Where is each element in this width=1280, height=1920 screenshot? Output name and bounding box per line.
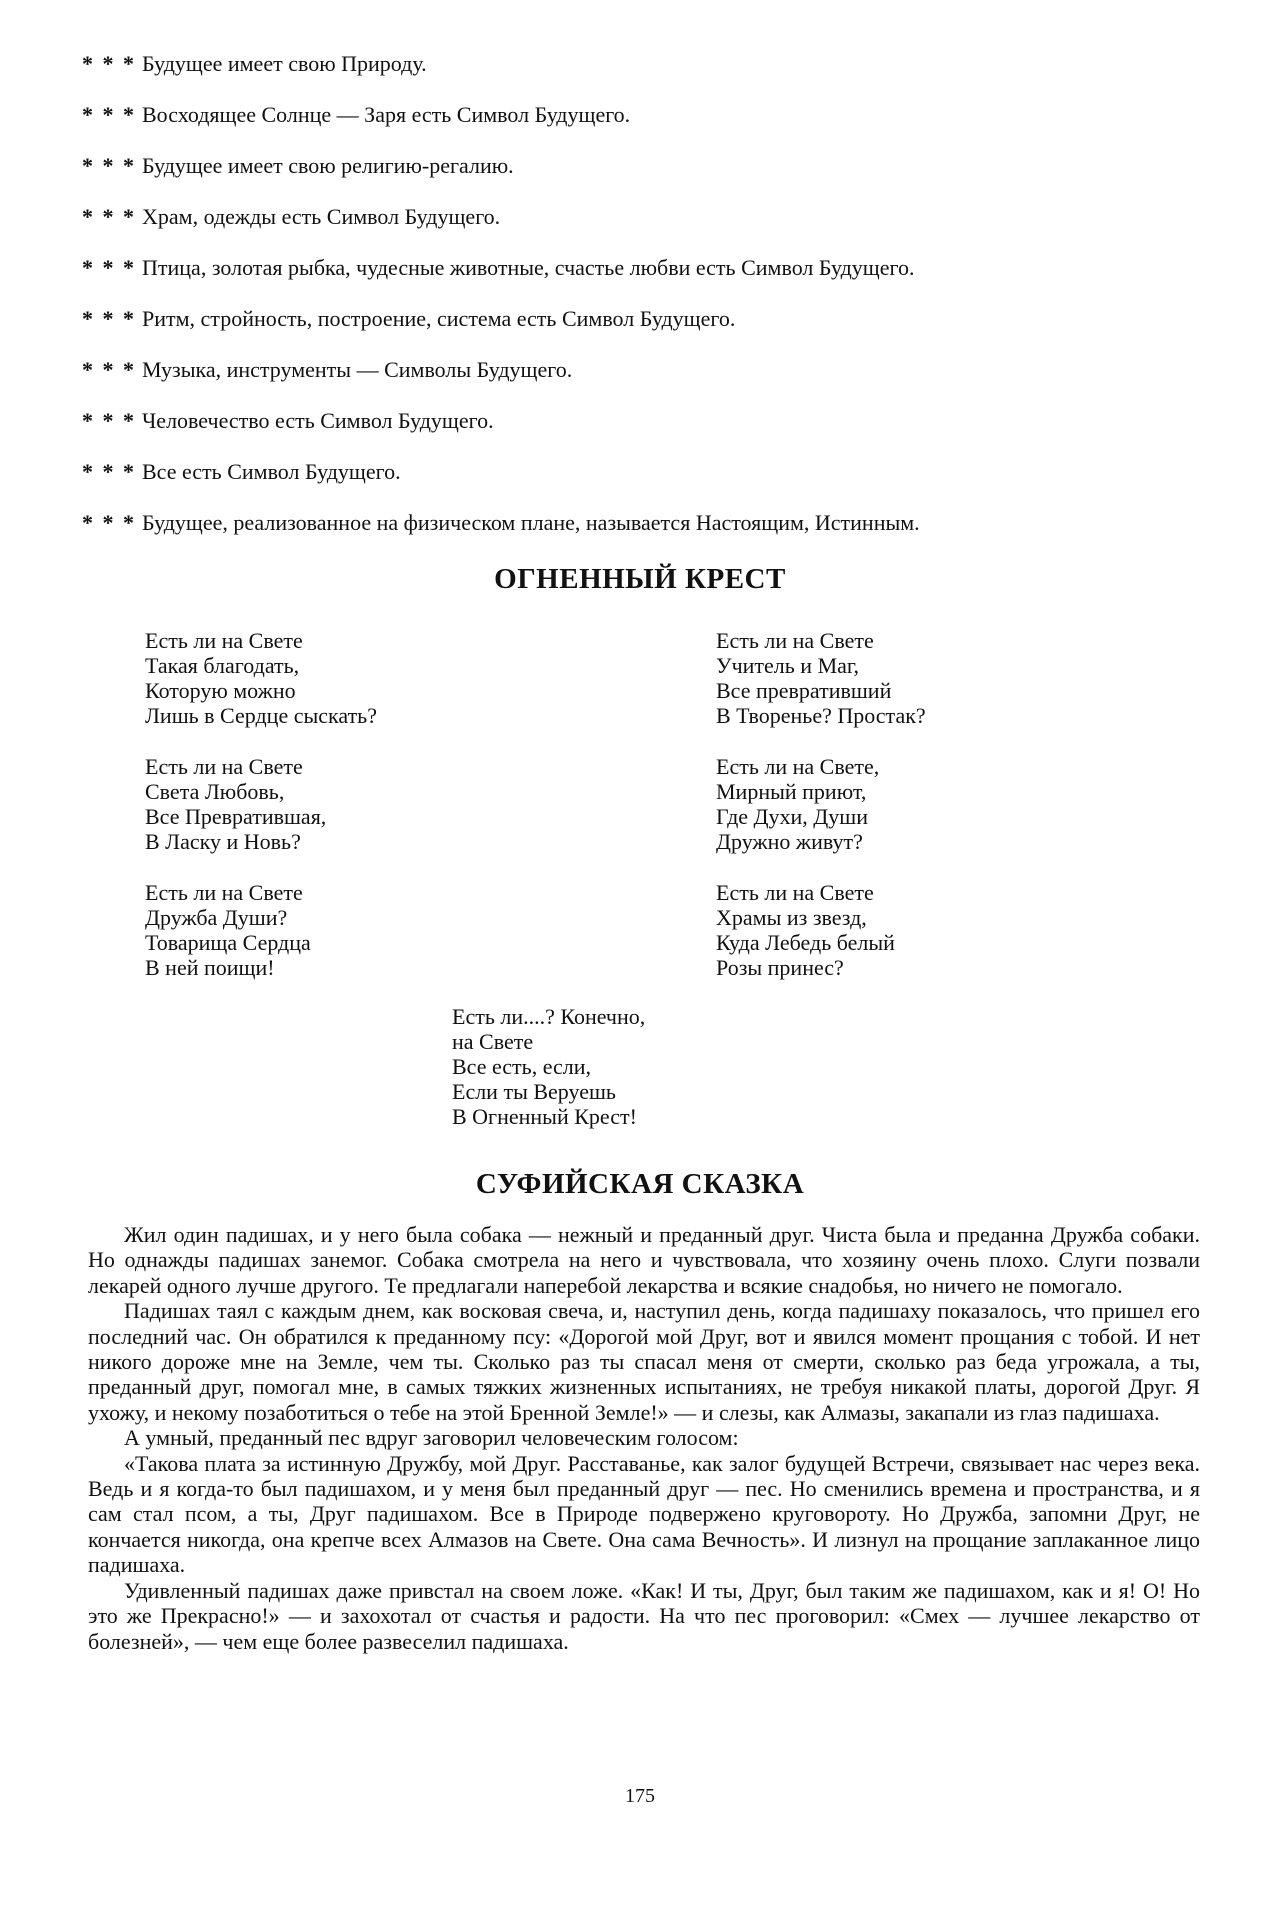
- asterisk-marker: * * *: [82, 459, 136, 484]
- verse-line: на Свете: [452, 1029, 534, 1054]
- aphorism: [82, 509, 1182, 560]
- page-number: 175: [625, 1785, 655, 1807]
- stanza: [716, 628, 926, 728]
- verse-line: Куда Лебедь белый: [716, 930, 895, 955]
- verse-line: Есть ли на Свете: [145, 754, 303, 779]
- aphorism: [82, 50, 1182, 101]
- verse-line: В ней поищи!: [145, 955, 275, 980]
- verse-line: Которую можно: [145, 678, 296, 703]
- aphorism: [82, 305, 1182, 356]
- aphorism: [82, 407, 1182, 458]
- aphorism-text: Музыка, инструменты — Символы Будущего.: [142, 357, 573, 382]
- verse-line: Есть ли на Свете,: [716, 754, 880, 779]
- poem-left-column: [145, 628, 377, 1006]
- verse-line: Розы принес?: [716, 955, 844, 980]
- aphorism: [82, 254, 1182, 305]
- stanza: [145, 880, 377, 980]
- verse-line: В Творенье? Простак?: [716, 703, 926, 728]
- aphorism: [82, 203, 1182, 254]
- asterisk-marker: * * *: [82, 204, 136, 229]
- stanza: [145, 754, 377, 854]
- aphorism-text: Ритм, стройность, построение, система есть Символ Будущего.: [142, 306, 736, 331]
- verse-line: Храмы из звезд,: [716, 905, 867, 930]
- verse-line: Дружно живут?: [716, 829, 863, 854]
- verse-line: В Ласку и Новь?: [145, 829, 301, 854]
- aphorism: [82, 152, 1182, 203]
- verse-line: Есть ли на Свете: [716, 880, 874, 905]
- paragraph: Падишах таял с каждым днем, как восковая свеча, и, наступил день, когда падишаху показалось, что пришел его последний час. Он обратился к преданному псу: «Дорогой мой Друг, вот и явился момент прощания с тобой. И нет никого дороже мне на Земле, чем ты. Сколько раз ты спасал меня от смерти, сколько раз беда угрожала, а ты, преданный друг, помогал мне, в самых тяжких жизненных испытаниях, не требуя никакой платы, дорогой Друг. Я ухожу, и некому позаботиться о тебе на этой Бренной Земле!» — и слезы, как Алмазы, закапали из глаз падишаха.: [88, 1298, 1200, 1425]
- paragraph: Удивленный падишах даже привстал на своем ложе. «Как! И ты, Друг, был таким же падишахом, как и я! О! Но это же Прекрасно!» — и захохотал от счастья и радости. На что пес проговорил: «Смех — лучшее лекарство от болезней», — чем еще более развеселил падишаха.: [88, 1577, 1200, 1654]
- aphorism-text: Будущее имеет свою религию-регалию.: [142, 153, 514, 178]
- asterisk-marker: * * *: [82, 255, 136, 280]
- aphorism-text: Будущее имеет свою Природу.: [142, 51, 427, 76]
- stanza: [716, 754, 926, 854]
- verse-line: Все Превратившая,: [145, 804, 327, 829]
- aphorism: [82, 458, 1182, 509]
- verse-line: Есть ли на Свете: [716, 628, 874, 653]
- aphorism-text: Все есть Символ Будущего.: [142, 459, 401, 484]
- aphorism-text: Человечество есть Символ Будущего.: [142, 408, 494, 433]
- verse-line: Есть ли на Свете: [145, 880, 303, 905]
- poem-final-stanza: [452, 1004, 645, 1129]
- verse-line: Дружба Души?: [145, 905, 288, 930]
- verse-line: Есть ли на Свете: [145, 628, 303, 653]
- poem-right-column: [716, 628, 926, 1006]
- poem-title: ОГНЕННЫЙ КРЕСТ: [494, 563, 786, 595]
- verse-line: Где Духи, Души: [716, 804, 869, 829]
- asterisk-marker: * * *: [82, 153, 136, 178]
- verse-line: Все превративший: [716, 678, 892, 703]
- verse-line: В Огненный Крест!: [452, 1104, 637, 1129]
- asterisk-marker: * * *: [82, 51, 136, 76]
- aphorism-text: Восходящее Солнце — Заря есть Символ Будущего.: [142, 102, 631, 127]
- asterisk-marker: * * *: [82, 510, 136, 535]
- verse-line: Света Любовь,: [145, 779, 285, 804]
- aphorism-list: [82, 50, 1182, 560]
- verse-line: Лишь в Сердце сыскать?: [145, 703, 377, 728]
- aphorism: [82, 101, 1182, 152]
- paragraph: «Такова плата за истинную Дружбу, мой Друг. Расставанье, как залог будущей Встречи, связывает нас через века. Ведь и я когда-то был падишахом, и у меня был преданный друг — пес. Но сменились времена и пространства, и я сам стал псом, а ты, Друг падишахом. Все в Природе подвержено круговороту. Но Дружба, запомни Друг, не кончается никогда, она крепче всех Алмазов на Свете. Она сама Вечность». И лизнул на прощание заплаканное лицо падишаха.: [88, 1450, 1200, 1578]
- aphorism-text: Храм, одежды есть Символ Будущего.: [142, 204, 501, 229]
- aphorism: [82, 356, 1182, 407]
- stanza: [716, 880, 926, 980]
- verse-line: Если ты Веруешь: [452, 1079, 616, 1104]
- aphorism-text: Будущее, реализованное на физическом плане, называется Настоящим, Истинным.: [142, 510, 920, 535]
- verse-line: Учитель и Маг,: [716, 653, 859, 678]
- tale-title: СУФИЙСКАЯ СКАЗКА: [475, 1168, 805, 1200]
- verse-line: Мирный приют,: [716, 779, 867, 804]
- verse-line: Товарища Сердца: [145, 930, 311, 955]
- aphorism-text: Птица, золотая рыбка, чудесные животные, счастье любви есть Символ Будущего.: [142, 255, 915, 280]
- asterisk-marker: * * *: [82, 306, 136, 331]
- asterisk-marker: * * *: [82, 102, 136, 127]
- paragraph: Жил один падишах, и у него была собака — нежный и преданный друг. Чиста была и преданна Дружба собаки. Но однажды падишах занемог. Собака смотрела на него и чувствовала, что хозяину очень плохо. Слуги позвали лекарей одного лучше другого. Те предлагали наперебой лекарства и всякие снадобья, но ничего не помогало.: [88, 1222, 1200, 1298]
- stanza: [145, 628, 377, 728]
- paragraph: А умный, преданный пес вдруг заговорил человеческим голосом:: [124, 1425, 739, 1451]
- tale-body: [88, 1222, 1200, 1654]
- verse-line: Есть ли....? Конечно,: [452, 1004, 646, 1029]
- asterisk-marker: * * *: [82, 408, 136, 433]
- verse-line: Такая благодать,: [145, 653, 300, 678]
- verse-line: Все есть, если,: [452, 1054, 592, 1079]
- asterisk-marker: * * *: [82, 357, 136, 382]
